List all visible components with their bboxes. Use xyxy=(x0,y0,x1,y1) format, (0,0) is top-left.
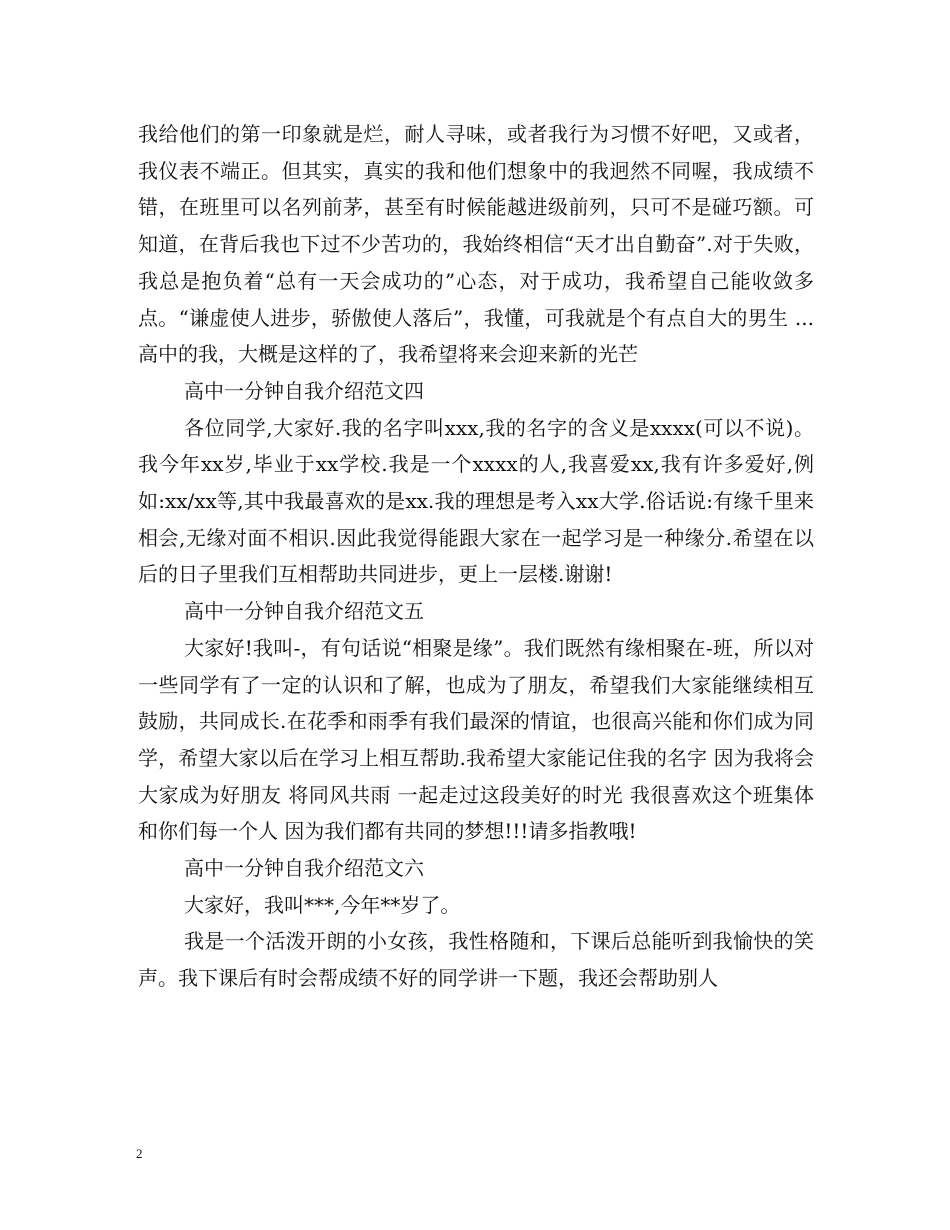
paragraph-sample-4: 各位同学,大家好.我的名字叫xxx,我的名字的含义是xxxx(可以不说)。我今年xx岁,毕业于xx学校.我是一个xxxx的人,我喜爱xx,我有许多爱好,例如:xx/xx等,其中我最喜欢的是xx.我的理想是考入xx大学.俗话说:有缘千里来相会,无缘对面不相识.因此我觉得能跟大家在一起学习是一种缘分.希望在以后的日子里我们互相帮助共同进步，更上一层楼.谢谢! xyxy=(138,415,814,587)
section-heading-5: 高中一分钟自我介绍范文五 xyxy=(184,599,424,624)
paragraph-sample-6-greeting: 大家好，我叫***,今年**岁了。 xyxy=(184,892,461,917)
document-body xyxy=(138,116,814,997)
paragraph-intro: 我给他们的第一印象就是烂，耐人寻味，或者我行为习惯不好吧，又或者，我仪表不端正。但其实，真实的我和他们想象中的我迥然不同喔，我成绩不错，在班里可以名列前茅，甚至有时候能越进级前列，只可不是碰巧额。可知道，在背后我也下过不少苦功的，我始终相信“天才出自勤奋”.对于失败，我总是抱负着“总有一天会成功的”心态，对于成功，我希望自己能收敛多点。“谦虚使人进步，骄傲使人落后”，我懂，可我就是个有点自大的男生 ...高中的我，大概是这样的了，我希望将来会迎来新的光芒 xyxy=(138,122,814,367)
paragraph-sample-5: 大家好!我叫-，有句话说“相聚是缘”。我们既然有缘相聚在-班，所以对一些同学有了一定的认识和了解，也成为了朋友，希望我们大家能继续相互鼓励，共同成长.在花季和雨季有我们最深的情谊，也很高兴能和你们成为同学，希望大家以后在学习上相互帮助.我希望大家能记住我的名字 因为我将会大家成为好朋友 将同风共雨 一起走过这段美好的时光 我很喜欢这个班集体和你们每一个人 因为我们都有共同的梦想!!!请多指教哦! xyxy=(138,635,814,844)
page-number: 2 xyxy=(136,1146,143,1161)
section-heading-4: 高中一分钟自我介绍范文四 xyxy=(184,378,424,403)
section-heading-6: 高中一分钟自我介绍范文六 xyxy=(184,856,424,881)
paragraph-sample-6-body: 我是一个活泼开朗的小女孩，我性格随和，下课后总能听到我愉快的笑声。我下课后有时会帮成绩不好的同学讲一下题，我还会帮助别人 xyxy=(138,929,814,991)
